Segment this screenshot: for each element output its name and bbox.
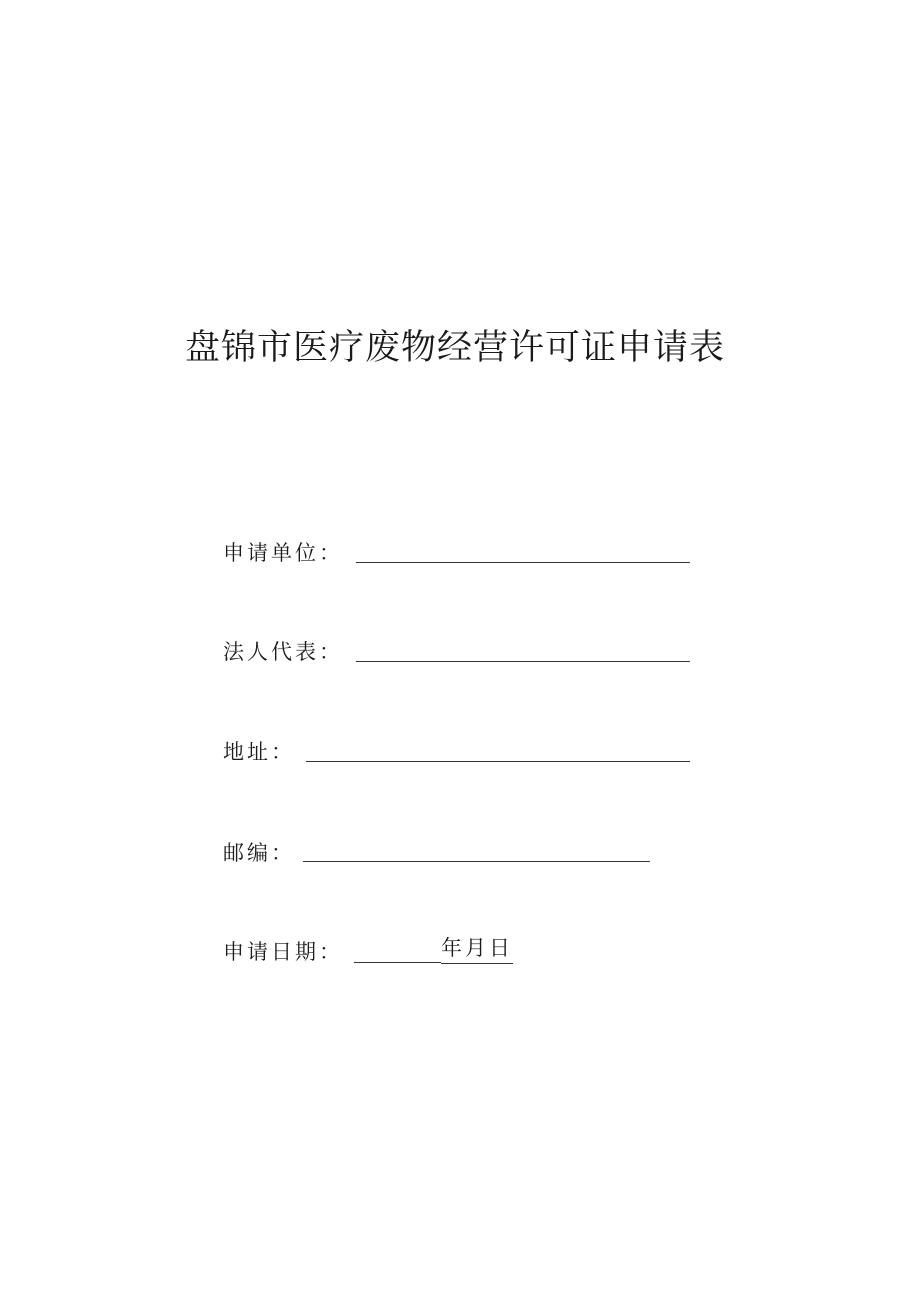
application-date-suffix: 年月日 [441,933,513,964]
postal-code-row [223,836,653,870]
application-date-row [223,935,523,969]
postal-code-input-line[interactable] [303,861,650,862]
application-date-label: 申请日期： [223,940,343,964]
applicant-unit-input-line[interactable] [356,562,690,563]
legal-representative-input-line[interactable] [356,661,690,662]
applicant-unit-label: 申请单位： [223,541,343,565]
postal-code-label: 邮编： [223,841,295,865]
applicant-unit-row [223,536,693,570]
form-title: 盘锦市医疗废物经营许可证申请表 [184,328,725,368]
address-row [223,735,693,769]
legal-representative-label: 法人代表： [223,640,343,664]
address-label: 地址： [223,740,295,764]
application-date-input-line[interactable] [354,962,441,963]
address-input-line[interactable] [306,761,690,762]
legal-representative-row [223,635,693,669]
